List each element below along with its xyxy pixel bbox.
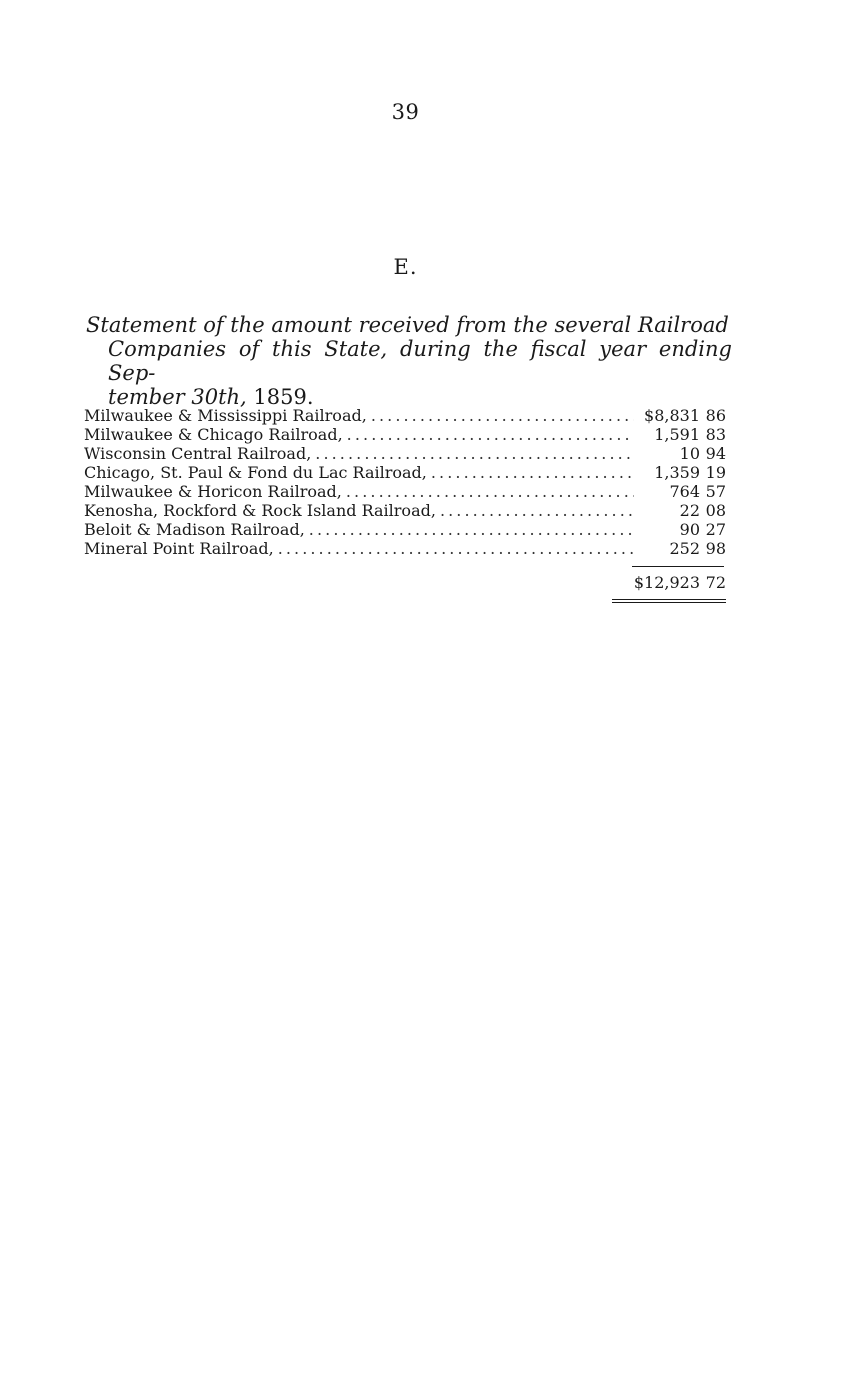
total-block: [612, 566, 726, 603]
table-row: [84, 425, 726, 444]
amount-cents: 98: [705, 539, 726, 558]
total-row: [612, 571, 726, 595]
railroad-name: Chicago, St. Paul & Fond du Lac Railroad,: [84, 463, 427, 482]
total-cents: 72: [705, 573, 726, 592]
amount-cents: 86: [705, 406, 726, 425]
table-row: [84, 539, 726, 558]
amount-cents: 27: [705, 520, 726, 539]
amount-dollars: 10: [679, 444, 700, 463]
amount-dollars: 764: [669, 482, 700, 501]
leader-dots: [436, 501, 634, 520]
table-row: [84, 463, 726, 482]
railroad-name: Milwaukee & Chicago Railroad,: [84, 425, 343, 444]
statement-heading: [86, 313, 732, 409]
statement-line-3-text: tember 30th,: [108, 385, 247, 409]
double-rule: [612, 599, 726, 603]
amount-dollars: 22: [679, 501, 700, 520]
sum-rule: [632, 566, 724, 567]
railroad-name: Milwaukee & Mississippi Railroad,: [84, 406, 367, 425]
table-row: [84, 482, 726, 501]
leader-dots: [367, 406, 634, 425]
amount-dollars: $8,831: [644, 406, 700, 425]
railroad-name: Mineral Point Railroad,: [84, 539, 274, 558]
leader-dots: [343, 425, 634, 444]
table-row: [84, 520, 726, 539]
leader-dots: [427, 463, 634, 482]
table-row: [84, 501, 726, 520]
leader-dots: [342, 482, 634, 501]
page-number: 39: [391, 100, 420, 124]
railroad-receipts-table: [84, 406, 726, 558]
amount-dollars: 1,359: [654, 463, 700, 482]
amount-cents: 19: [705, 463, 726, 482]
statement-line-1: Statement of the amount received from the several Railroad: [86, 313, 729, 337]
leader-dots: [274, 539, 634, 558]
table-row: [84, 444, 726, 463]
amount-dollars: 90: [679, 520, 700, 539]
railroad-name: Kenosha, Rockford & Rock Island Railroad,: [84, 501, 436, 520]
amount-cents: 83: [705, 425, 726, 444]
amount-dollars: 252: [669, 539, 700, 558]
statement-line-2: Companies of this State, during the fiscal year ending Sep-: [108, 337, 732, 385]
statement-year: 1859.: [246, 385, 314, 409]
leader-dots: [311, 444, 634, 463]
amount-dollars: 1,591: [654, 425, 700, 444]
railroad-name: Beloit & Madison Railroad,: [84, 520, 305, 539]
railroad-name: Wisconsin Central Railroad,: [84, 444, 312, 463]
leader-dots: [305, 520, 634, 539]
railroad-name: Milwaukee & Horicon Railroad,: [84, 482, 342, 501]
total-dollars: $12,923: [633, 573, 700, 592]
amount-cents: 94: [705, 444, 726, 463]
table-row: [84, 406, 726, 425]
amount-cents: 08: [705, 501, 726, 520]
amount-cents: 57: [705, 482, 726, 501]
section-heading: E.: [393, 255, 418, 279]
